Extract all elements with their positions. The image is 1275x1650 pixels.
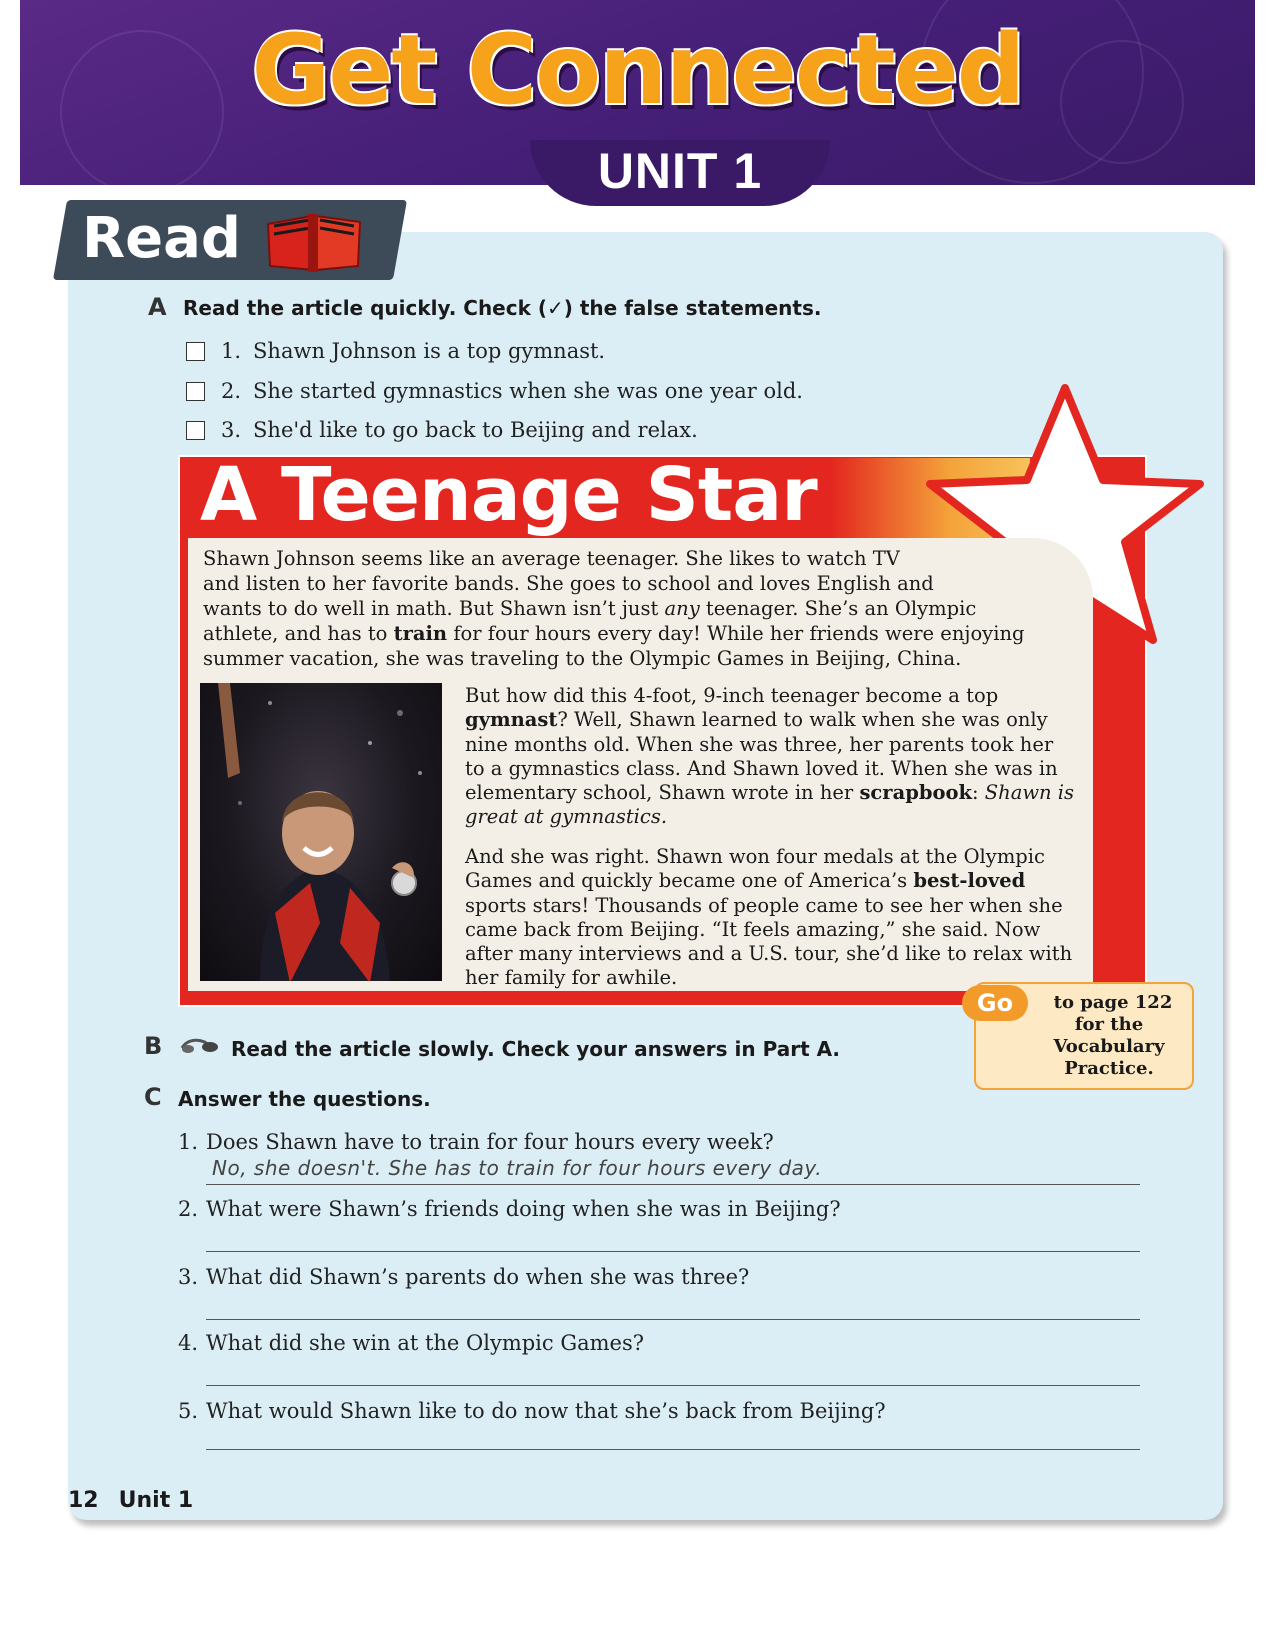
statement-checkbox[interactable] [186, 421, 205, 440]
article-paragraph-2: But how did this 4-foot, 9-inch teenager become a top gymnast? Well, Shawn learned to walk when she was only nine months old. When she was three, her parents took her to a gymnastics class. And Shawn loved it. When she was in elementary school, Shawn wrote in her scrapbook: Shawn is great at gymnastics. [465, 684, 1075, 829]
answer-line-5[interactable] [206, 1449, 1140, 1450]
article-paragraph-1: Shawn Johnson seems like an average teenager. She likes to watch TV and listen to her favorite bands. She goes to school and loves English and wants to do well in math. But Shawn isn’t just any teenager. She’s an Olympic athlete, and has to train for four hours every day! While her friends were enjoying summer vacation, she was traveling to the Olympic Games in Beijing, China. [203, 547, 1025, 670]
part-c-instruction: Answer the questions. [178, 1087, 431, 1111]
question-number: 5. [178, 1399, 199, 1423]
answer-1-text: No, she doesn't. She has to train for four hours every day. [212, 1156, 823, 1180]
gymnast-photo [200, 683, 442, 981]
statement-checkbox[interactable] [186, 342, 205, 361]
answer-line-1[interactable] [206, 1184, 1140, 1185]
question-2 [178, 1197, 841, 1221]
question-text: What were Shawn’s friends doing when she was in Beijing? [206, 1197, 841, 1221]
statement-2 [186, 379, 803, 403]
go-text-line: Vocabulary [1053, 1036, 1165, 1057]
answer-line-2[interactable] [206, 1251, 1140, 1252]
statement-number: 2. [221, 379, 242, 403]
page-title: Get Connected [251, 14, 1024, 126]
unit-label: UNIT 1 [597, 143, 763, 199]
answer-line-3[interactable] [206, 1319, 1140, 1320]
statement-text: Shawn Johnson is a top gymnast. [253, 339, 606, 363]
statement-text: She'd like to go back to Beijing and relax. [253, 418, 698, 442]
footer-unit: Unit 1 [118, 1488, 194, 1513]
go-text-line: Practice. [1064, 1058, 1154, 1079]
question-number: 3. [178, 1265, 199, 1289]
page-footer [68, 1488, 193, 1513]
question-text: What did Shawn’s parents do when she was three? [206, 1265, 750, 1289]
question-1 [178, 1130, 774, 1154]
go-badge: Go [962, 985, 1028, 1021]
question-number: 2. [178, 1197, 199, 1221]
question-text: Does Shawn have to train for four hours every week? [206, 1130, 774, 1154]
statement-text: She started gymnastics when she was one year old. [253, 379, 803, 403]
statement-checkbox[interactable] [186, 382, 205, 401]
statement-1 [186, 339, 605, 363]
audio-icon[interactable] [180, 1036, 220, 1056]
question-number: 4. [178, 1331, 199, 1355]
statement-number: 3. [221, 418, 242, 442]
question-number: 1. [178, 1130, 199, 1154]
part-c-letter: C [144, 1083, 162, 1111]
question-5 [178, 1399, 886, 1423]
part-a-letter: A [148, 293, 167, 321]
statement-number: 1. [221, 339, 242, 363]
go-text-line: for the [1074, 1014, 1144, 1035]
part-a-instruction: Read the article quickly. Check (✓) the false statements. [183, 296, 822, 320]
part-b-instruction: Read the article slowly. Check your answers in Part A. [231, 1037, 841, 1061]
question-text: What would Shawn like to do now that she’s back from Beijing? [206, 1399, 886, 1423]
article-paragraph-3: And she was right. Shawn won four medals at the Olympic Games and quickly became one of America’s best-loved sports stars! Thousands of people came to see her when she came back from Beijing. “It feels amazing,” she said. Now after many interviews and a U.S. tour, she’d like to relax with her family for awhile. [465, 845, 1073, 990]
article-title: A Teenage Star [200, 452, 817, 538]
answer-line-4[interactable] [206, 1385, 1140, 1386]
read-label: Read [82, 206, 241, 271]
page-number: 12 [68, 1488, 99, 1513]
go-text-line: to page 122 [1053, 992, 1173, 1013]
question-text: What did she win at the Olympic Games? [206, 1331, 644, 1355]
question-4 [178, 1331, 644, 1355]
statement-3 [186, 418, 698, 442]
question-3 [178, 1265, 749, 1289]
go-text [1024, 992, 1194, 1080]
part-b-letter: B [144, 1032, 163, 1060]
book-icon [264, 210, 364, 272]
